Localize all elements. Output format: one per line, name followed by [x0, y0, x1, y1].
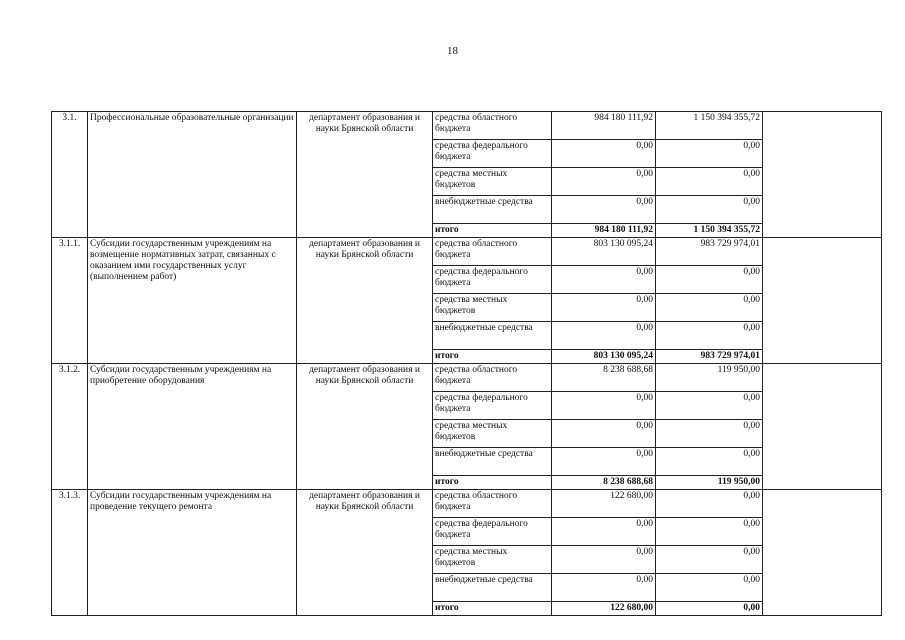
amount-column-2: 0,00	[656, 322, 763, 350]
amount-column-1: 0,00	[552, 518, 656, 546]
item-code: 3.1.1.	[52, 238, 88, 364]
item-code: 3.1.	[52, 112, 88, 238]
funding-source: средства местных бюджетов	[433, 420, 552, 448]
amount-column-2: 983 729 974,01	[656, 238, 763, 266]
amount-column-1: 984 180 111,92	[552, 112, 656, 140]
funding-source: внебюджетные средства	[433, 574, 552, 602]
empty-column	[763, 364, 882, 490]
funding-source: средства областного бюджета	[433, 364, 552, 392]
funding-source: внебюджетные средства	[433, 448, 552, 476]
funding-source: средства областного бюджета	[433, 238, 552, 266]
amount-column-2: 0,00	[656, 574, 763, 602]
total-amount-2: 119 950,00	[656, 476, 763, 490]
empty-column	[763, 112, 882, 238]
amount-column-2: 0,00	[656, 294, 763, 322]
total-label: итого	[433, 602, 552, 616]
amount-column-1: 0,00	[552, 168, 656, 196]
amount-column-1: 0,00	[552, 392, 656, 420]
total-amount-1: 122 680,00	[552, 602, 656, 616]
amount-column-2: 0,00	[656, 168, 763, 196]
amount-column-1: 0,00	[552, 266, 656, 294]
table-body	[52, 112, 882, 616]
funding-source: средства местных бюджетов	[433, 168, 552, 196]
amount-column-1: 0,00	[552, 322, 656, 350]
page-number: 18	[447, 45, 458, 57]
amount-column-1: 0,00	[552, 420, 656, 448]
amount-column-1: 0,00	[552, 574, 656, 602]
funding-source: внебюджетные средства	[433, 196, 552, 224]
total-amount-2: 1 150 394 355,72	[656, 224, 763, 238]
funding-row	[52, 490, 882, 518]
amount-column-1: 0,00	[552, 196, 656, 224]
amount-column-2: 119 950,00	[656, 364, 763, 392]
funding-source: средства областного бюджета	[433, 112, 552, 140]
amount-column-1: 0,00	[552, 546, 656, 574]
responsible-department: департамент образования и науки Брянской области	[297, 364, 433, 490]
item-code: 3.1.2.	[52, 364, 88, 490]
funding-source: средства местных бюджетов	[433, 294, 552, 322]
amount-column-2: 0,00	[656, 196, 763, 224]
empty-column	[763, 238, 882, 364]
amount-column-2: 0,00	[656, 518, 763, 546]
funding-row	[52, 364, 882, 392]
total-amount-2: 983 729 974,01	[656, 350, 763, 364]
funding-row	[52, 238, 882, 266]
amount-column-1: 0,00	[552, 140, 656, 168]
total-amount-2: 0,00	[656, 602, 763, 616]
total-label: итого	[433, 350, 552, 364]
funding-source: средства федерального бюджета	[433, 392, 552, 420]
funding-source: средства местных бюджетов	[433, 546, 552, 574]
funding-source: средства федерального бюджета	[433, 266, 552, 294]
empty-column	[763, 490, 882, 616]
funding-source: внебюджетные средства	[433, 322, 552, 350]
item-name: Субсидии государственным учреждениям на возмещение нормативных затрат, связанных с оказанием ими государственных услуг (выполнением работ)	[88, 238, 297, 364]
responsible-department: департамент образования и науки Брянской области	[297, 238, 433, 364]
budget-table	[51, 111, 882, 616]
funding-source: средства федерального бюджета	[433, 518, 552, 546]
amount-column-2: 0,00	[656, 546, 763, 574]
amount-column-1: 122 680,00	[552, 490, 656, 518]
amount-column-2: 1 150 394 355,72	[656, 112, 763, 140]
amount-column-2: 0,00	[656, 392, 763, 420]
item-name: Субсидии государственным учреждениям на проведение текущего ремонта	[88, 490, 297, 616]
amount-column-2: 0,00	[656, 490, 763, 518]
funding-source: средства областного бюджета	[433, 490, 552, 518]
amount-column-1: 0,00	[552, 294, 656, 322]
total-amount-1: 8 238 688,68	[552, 476, 656, 490]
amount-column-2: 0,00	[656, 420, 763, 448]
item-name: Субсидии государственным учреждениям на приобретение оборудования	[88, 364, 297, 490]
amount-column-1: 803 130 095,24	[552, 238, 656, 266]
item-name: Профессиональные образовательные организации	[88, 112, 297, 238]
amount-column-1: 8 238 688,68	[552, 364, 656, 392]
total-amount-1: 984 180 111,92	[552, 224, 656, 238]
total-amount-1: 803 130 095,24	[552, 350, 656, 364]
amount-column-2: 0,00	[656, 140, 763, 168]
total-label: итого	[433, 224, 552, 238]
amount-column-1: 0,00	[552, 448, 656, 476]
item-code: 3.1.3.	[52, 490, 88, 616]
responsible-department: департамент образования и науки Брянской области	[297, 112, 433, 238]
amount-column-2: 0,00	[656, 448, 763, 476]
funding-row	[52, 112, 882, 140]
funding-source: средства федерального бюджета	[433, 140, 552, 168]
total-label: итого	[433, 476, 552, 490]
responsible-department: департамент образования и науки Брянской области	[297, 490, 433, 616]
amount-column-2: 0,00	[656, 266, 763, 294]
